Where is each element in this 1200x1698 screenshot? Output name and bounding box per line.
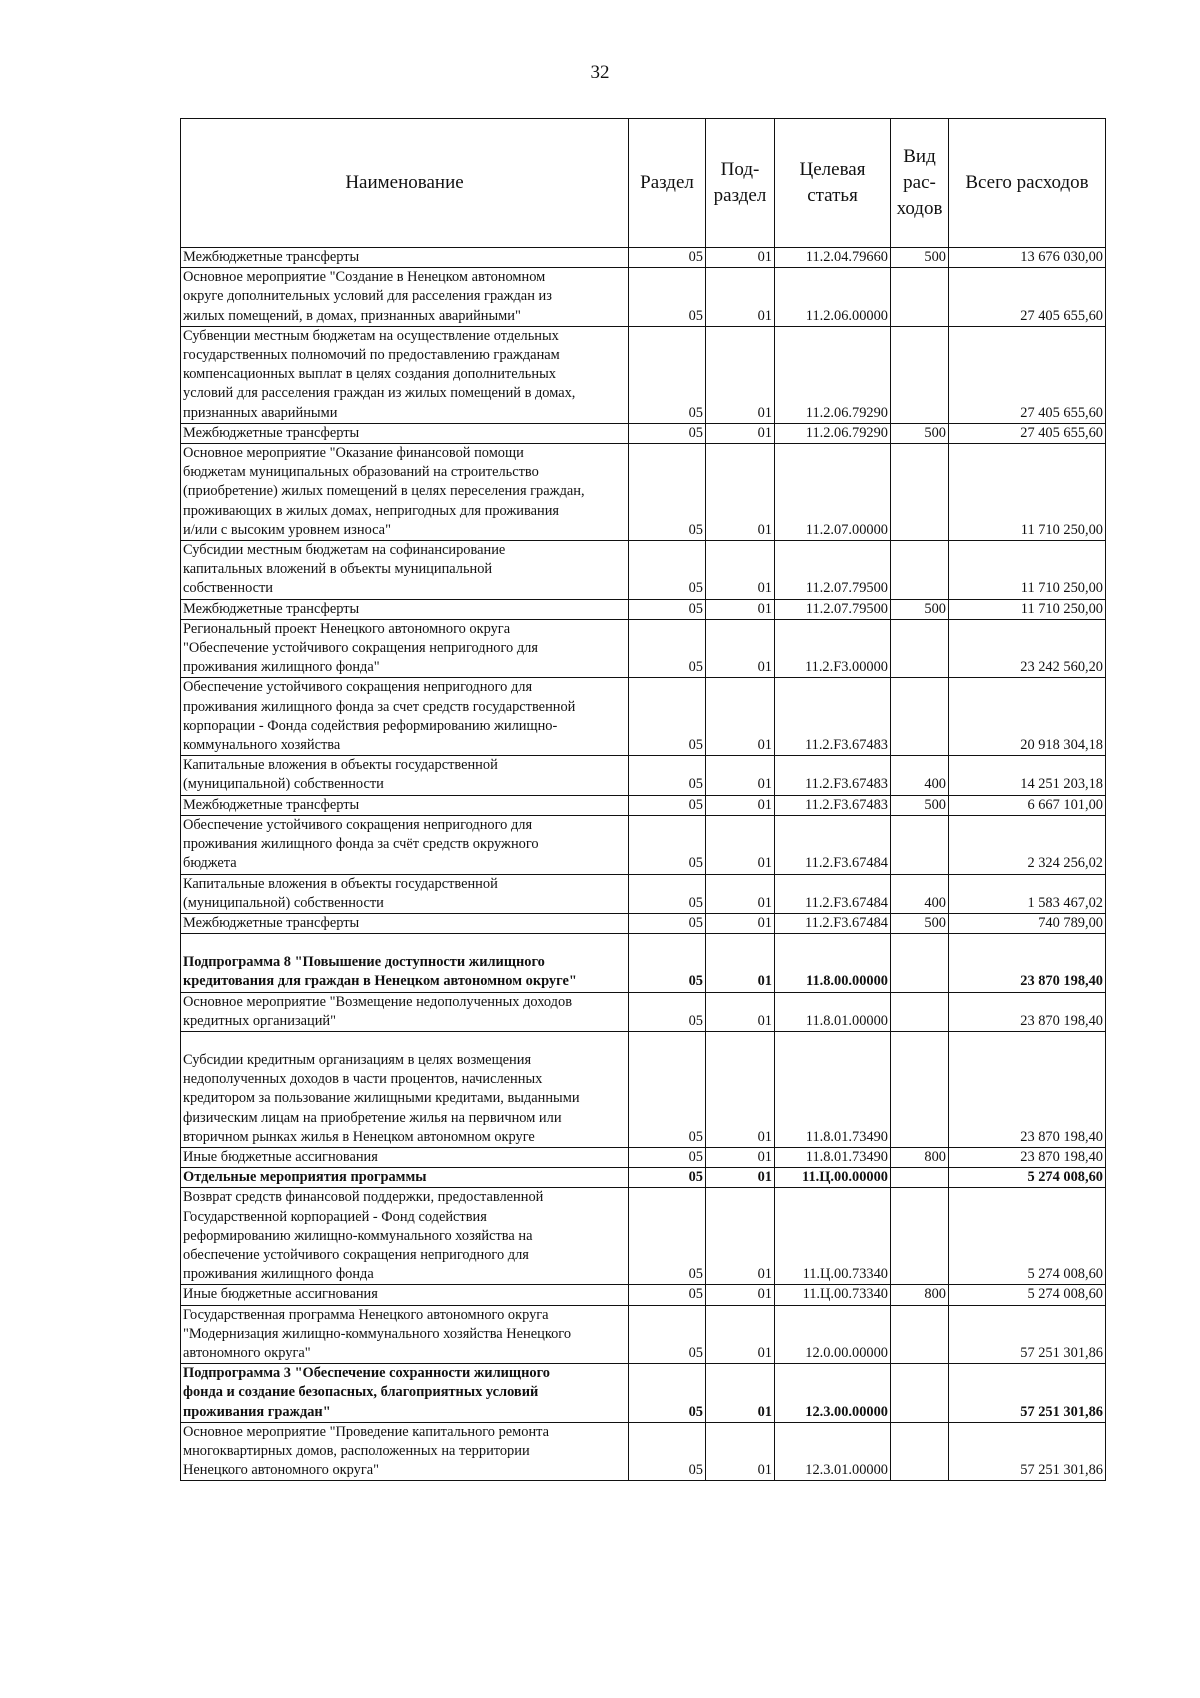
cell-name: Субвенции местным бюджетам на осуществление отдельных государственных полномочий по предоставлению гражданам компенсационных выплат в целях создания дополнительных условий для расселения граждан из жилых помещений в домах, признанных аварийными bbox=[181, 326, 629, 423]
cell-name: Подпрограмма 8 "Повышение доступности жилищного кредитования для граждан в Ненецком автономном округе" bbox=[181, 934, 629, 992]
cell-name: Межбюджетные трансферты bbox=[181, 248, 629, 268]
cell-podrazdel: 01 bbox=[706, 795, 775, 815]
table-row bbox=[181, 326, 1106, 423]
cell-name: Межбюджетные трансферты bbox=[181, 423, 629, 443]
cell-vid bbox=[891, 678, 949, 756]
cell-vid bbox=[891, 992, 949, 1031]
cell-name: Иные бюджетные ассигнования bbox=[181, 1147, 629, 1167]
cell-razdel: 05 bbox=[629, 248, 706, 268]
cell-vid: 500 bbox=[891, 423, 949, 443]
cell-razdel: 05 bbox=[629, 599, 706, 619]
cell-podrazdel: 01 bbox=[706, 1031, 775, 1147]
cell-podrazdel: 01 bbox=[706, 423, 775, 443]
cell-total: 27 405 655,60 bbox=[949, 268, 1106, 327]
cell-vid bbox=[891, 1168, 949, 1188]
cell-name: Межбюджетные трансферты bbox=[181, 913, 629, 933]
cell-total: 23 870 198,40 bbox=[949, 1031, 1106, 1147]
cell-razdel: 05 bbox=[629, 444, 706, 541]
cell-razdel: 05 bbox=[629, 1305, 706, 1364]
cell-vid bbox=[891, 1031, 949, 1147]
cell-razdel: 05 bbox=[629, 326, 706, 423]
header-razdel: Раздел bbox=[629, 119, 706, 248]
cell-vid bbox=[891, 815, 949, 874]
table-row bbox=[181, 874, 1106, 913]
cell-podrazdel: 01 bbox=[706, 1422, 775, 1481]
cell-statya: 11.2.F3.67484 bbox=[775, 874, 891, 913]
cell-vid bbox=[891, 934, 949, 992]
cell-name: Обеспечение устойчивого сокращения непригодного для проживания жилищного фонда за счёт средств окружного бюджета bbox=[181, 815, 629, 874]
cell-razdel: 05 bbox=[629, 1364, 706, 1423]
cell-statya: 11.2.07.00000 bbox=[775, 444, 891, 541]
cell-podrazdel: 01 bbox=[706, 1188, 775, 1285]
cell-name: Межбюджетные трансферты bbox=[181, 599, 629, 619]
cell-razdel: 05 bbox=[629, 795, 706, 815]
cell-total: 27 405 655,60 bbox=[949, 423, 1106, 443]
cell-statya: 11.2.07.79500 bbox=[775, 599, 891, 619]
cell-total: 14 251 203,18 bbox=[949, 756, 1106, 795]
cell-podrazdel: 01 bbox=[706, 874, 775, 913]
page-number: 32 bbox=[590, 62, 610, 83]
cell-razdel: 05 bbox=[629, 423, 706, 443]
table-row bbox=[181, 913, 1106, 933]
table-row bbox=[181, 248, 1106, 268]
cell-total: 6 667 101,00 bbox=[949, 795, 1106, 815]
cell-statya: 11.2.06.00000 bbox=[775, 268, 891, 327]
cell-vid bbox=[891, 326, 949, 423]
cell-statya: 11.2.F3.00000 bbox=[775, 619, 891, 678]
cell-razdel: 05 bbox=[629, 1285, 706, 1305]
cell-total: 5 274 008,60 bbox=[949, 1188, 1106, 1285]
cell-podrazdel: 01 bbox=[706, 1285, 775, 1305]
cell-vid bbox=[891, 1188, 949, 1285]
cell-statya: 11.2.F3.67483 bbox=[775, 756, 891, 795]
cell-podrazdel: 01 bbox=[706, 444, 775, 541]
cell-statya: 11.2.F3.67484 bbox=[775, 913, 891, 933]
cell-name: Подпрограмма 3 "Обеспечение сохранности жилищного фонда и создание безопасных, благоприятных условий проживания граждан" bbox=[181, 1364, 629, 1423]
cell-name: Иные бюджетные ассигнования bbox=[181, 1285, 629, 1305]
cell-total: 1 583 467,02 bbox=[949, 874, 1106, 913]
cell-statya: 11.8.01.00000 bbox=[775, 992, 891, 1031]
cell-statya: 11.8.01.73490 bbox=[775, 1031, 891, 1147]
cell-razdel: 05 bbox=[629, 619, 706, 678]
cell-vid: 400 bbox=[891, 874, 949, 913]
cell-total: 27 405 655,60 bbox=[949, 326, 1106, 423]
cell-name: Основное мероприятие "Проведение капитального ремонта многоквартирных домов, расположенных на территории Ненецкого автономного округа" bbox=[181, 1422, 629, 1481]
cell-razdel: 05 bbox=[629, 874, 706, 913]
cell-total: 13 676 030,00 bbox=[949, 248, 1106, 268]
cell-razdel: 05 bbox=[629, 913, 706, 933]
cell-razdel: 05 bbox=[629, 541, 706, 600]
cell-total: 23 242 560,20 bbox=[949, 619, 1106, 678]
table-row bbox=[181, 541, 1106, 600]
table-row bbox=[181, 678, 1106, 756]
cell-total: 57 251 301,86 bbox=[949, 1305, 1106, 1364]
table-row bbox=[181, 795, 1106, 815]
cell-statya: 11.2.07.79500 bbox=[775, 541, 891, 600]
table-row bbox=[181, 1305, 1106, 1364]
cell-podrazdel: 01 bbox=[706, 913, 775, 933]
cell-total: 57 251 301,86 bbox=[949, 1422, 1106, 1481]
cell-statya: 11.2.06.79290 bbox=[775, 423, 891, 443]
header-total: Всего расходов bbox=[949, 119, 1106, 248]
cell-statya: 11.2.F3.67484 bbox=[775, 815, 891, 874]
cell-total: 2 324 256,02 bbox=[949, 815, 1106, 874]
cell-total: 20 918 304,18 bbox=[949, 678, 1106, 756]
cell-name: Возврат средств финансовой поддержки, предоставленной Государственной корпорацией - Фонд содействия реформированию жилищно-коммунального хозяйства на обеспечение устойчивого сокращения непригодного для проживания жилищного фонда bbox=[181, 1188, 629, 1285]
cell-podrazdel: 01 bbox=[706, 1147, 775, 1167]
table-row bbox=[181, 1188, 1106, 1285]
header-name: Наименование bbox=[181, 119, 629, 248]
cell-name: Государственная программа Ненецкого автономного округа "Модернизация жилищно-коммунального хозяйства Ненецкого автономного округа" bbox=[181, 1305, 629, 1364]
cell-total: 11 710 250,00 bbox=[949, 599, 1106, 619]
cell-statya: 11.Ц.00.73340 bbox=[775, 1188, 891, 1285]
cell-name: Основное мероприятие "Возмещение недополученных доходов кредитных организаций" bbox=[181, 992, 629, 1031]
cell-razdel: 05 bbox=[629, 1168, 706, 1188]
cell-vid bbox=[891, 1364, 949, 1423]
cell-podrazdel: 01 bbox=[706, 815, 775, 874]
cell-razdel: 05 bbox=[629, 1422, 706, 1481]
cell-razdel: 05 bbox=[629, 815, 706, 874]
cell-razdel: 05 bbox=[629, 1031, 706, 1147]
cell-vid bbox=[891, 444, 949, 541]
cell-podrazdel: 01 bbox=[706, 1305, 775, 1364]
cell-razdel: 05 bbox=[629, 678, 706, 756]
cell-vid: 500 bbox=[891, 913, 949, 933]
header-podrazdel: Под- раздел bbox=[706, 119, 775, 248]
cell-statya: 11.Ц.00.73340 bbox=[775, 1285, 891, 1305]
cell-vid: 400 bbox=[891, 756, 949, 795]
table-row bbox=[181, 1031, 1106, 1147]
cell-vid bbox=[891, 268, 949, 327]
cell-statya: 11.2.F3.67483 bbox=[775, 678, 891, 756]
cell-name: Капитальные вложения в объекты государственной (муниципальной) собственности bbox=[181, 756, 629, 795]
cell-vid bbox=[891, 1422, 949, 1481]
cell-statya: 11.2.04.79660 bbox=[775, 248, 891, 268]
cell-vid: 800 bbox=[891, 1147, 949, 1167]
cell-statya: 11.Ц.00.00000 bbox=[775, 1168, 891, 1188]
budget-table bbox=[180, 118, 1106, 1481]
cell-vid: 500 bbox=[891, 795, 949, 815]
cell-razdel: 05 bbox=[629, 992, 706, 1031]
table-row bbox=[181, 815, 1106, 874]
cell-statya: 12.3.00.00000 bbox=[775, 1364, 891, 1423]
cell-statya: 11.2.F3.67483 bbox=[775, 795, 891, 815]
table-row bbox=[181, 619, 1106, 678]
table-row bbox=[181, 1422, 1106, 1481]
cell-vid bbox=[891, 1305, 949, 1364]
cell-podrazdel: 01 bbox=[706, 599, 775, 619]
cell-vid: 800 bbox=[891, 1285, 949, 1305]
cell-statya: 12.3.01.00000 bbox=[775, 1422, 891, 1481]
cell-vid bbox=[891, 619, 949, 678]
table-row bbox=[181, 1147, 1106, 1167]
cell-name: Обеспечение устойчивого сокращения непригодного для проживания жилищного фонда за счет средств государственной корпорации - Фонда содействия реформированию жилищно- коммунального хозяйства bbox=[181, 678, 629, 756]
cell-total: 5 274 008,60 bbox=[949, 1285, 1106, 1305]
cell-podrazdel: 01 bbox=[706, 1364, 775, 1423]
cell-statya: 11.8.00.00000 bbox=[775, 934, 891, 992]
header-vid: Вид рас- ходов bbox=[891, 119, 949, 248]
cell-podrazdel: 01 bbox=[706, 248, 775, 268]
cell-podrazdel: 01 bbox=[706, 934, 775, 992]
cell-vid: 500 bbox=[891, 248, 949, 268]
cell-total: 11 710 250,00 bbox=[949, 541, 1106, 600]
cell-podrazdel: 01 bbox=[706, 992, 775, 1031]
cell-vid: 500 bbox=[891, 599, 949, 619]
table-row bbox=[181, 934, 1106, 992]
cell-vid bbox=[891, 541, 949, 600]
header-statya: Целевая статья bbox=[775, 119, 891, 248]
table-row bbox=[181, 599, 1106, 619]
cell-razdel: 05 bbox=[629, 268, 706, 327]
cell-razdel: 05 bbox=[629, 756, 706, 795]
cell-total: 57 251 301,86 bbox=[949, 1364, 1106, 1423]
table-row bbox=[181, 992, 1106, 1031]
cell-name: Капитальные вложения в объекты государственной (муниципальной) собственности bbox=[181, 874, 629, 913]
cell-name: Отдельные мероприятия программы bbox=[181, 1168, 629, 1188]
cell-podrazdel: 01 bbox=[706, 326, 775, 423]
cell-razdel: 05 bbox=[629, 1147, 706, 1167]
cell-name: Региональный проект Ненецкого автономного округа "Обеспечение устойчивого сокращения непригодного для проживания жилищного фонда" bbox=[181, 619, 629, 678]
cell-podrazdel: 01 bbox=[706, 756, 775, 795]
table-row bbox=[181, 1364, 1106, 1423]
cell-name: Субсидии кредитным организациям в целях возмещения недополученных доходов в части процентов, начисленных кредитором за пользование жилищными кредитами, выданными физическим лицам на приобретение жилья на первичном или вторичном рынках жилья в Ненецком автономном округе bbox=[181, 1031, 629, 1147]
table-row bbox=[181, 423, 1106, 443]
cell-name: Основное мероприятие "Создание в Ненецком автономном округе дополнительных условий для расселения граждан из жилых помещений, в домах, признанных аварийными" bbox=[181, 268, 629, 327]
table-row bbox=[181, 1168, 1106, 1188]
cell-podrazdel: 01 bbox=[706, 619, 775, 678]
cell-total: 23 870 198,40 bbox=[949, 934, 1106, 992]
cell-statya: 11.8.01.73490 bbox=[775, 1147, 891, 1167]
cell-name: Основное мероприятие "Оказание финансовой помощи бюджетам муниципальных образований на строительство (приобретение) жилых помещений в целях переселения граждан, проживающих в жилых домах, непригодных для проживания и/или с высоким уровнем износа" bbox=[181, 444, 629, 541]
cell-total: 23 870 198,40 bbox=[949, 1147, 1106, 1167]
cell-podrazdel: 01 bbox=[706, 678, 775, 756]
cell-total: 23 870 198,40 bbox=[949, 992, 1106, 1031]
cell-razdel: 05 bbox=[629, 934, 706, 992]
table-row bbox=[181, 1285, 1106, 1305]
cell-podrazdel: 01 bbox=[706, 268, 775, 327]
cell-total: 11 710 250,00 bbox=[949, 444, 1106, 541]
cell-statya: 11.2.06.79290 bbox=[775, 326, 891, 423]
cell-statya: 12.0.00.00000 bbox=[775, 1305, 891, 1364]
cell-name: Субсидии местным бюджетам на софинансирование капитальных вложений в объекты муниципальной собственности bbox=[181, 541, 629, 600]
cell-podrazdel: 01 bbox=[706, 541, 775, 600]
cell-name: Межбюджетные трансферты bbox=[181, 795, 629, 815]
table-header bbox=[181, 119, 1106, 248]
cell-total: 740 789,00 bbox=[949, 913, 1106, 933]
table-body bbox=[181, 248, 1106, 1481]
cell-podrazdel: 01 bbox=[706, 1168, 775, 1188]
table-row bbox=[181, 268, 1106, 327]
cell-total: 5 274 008,60 bbox=[949, 1168, 1106, 1188]
cell-razdel: 05 bbox=[629, 1188, 706, 1285]
table-row bbox=[181, 756, 1106, 795]
table-row bbox=[181, 444, 1106, 541]
